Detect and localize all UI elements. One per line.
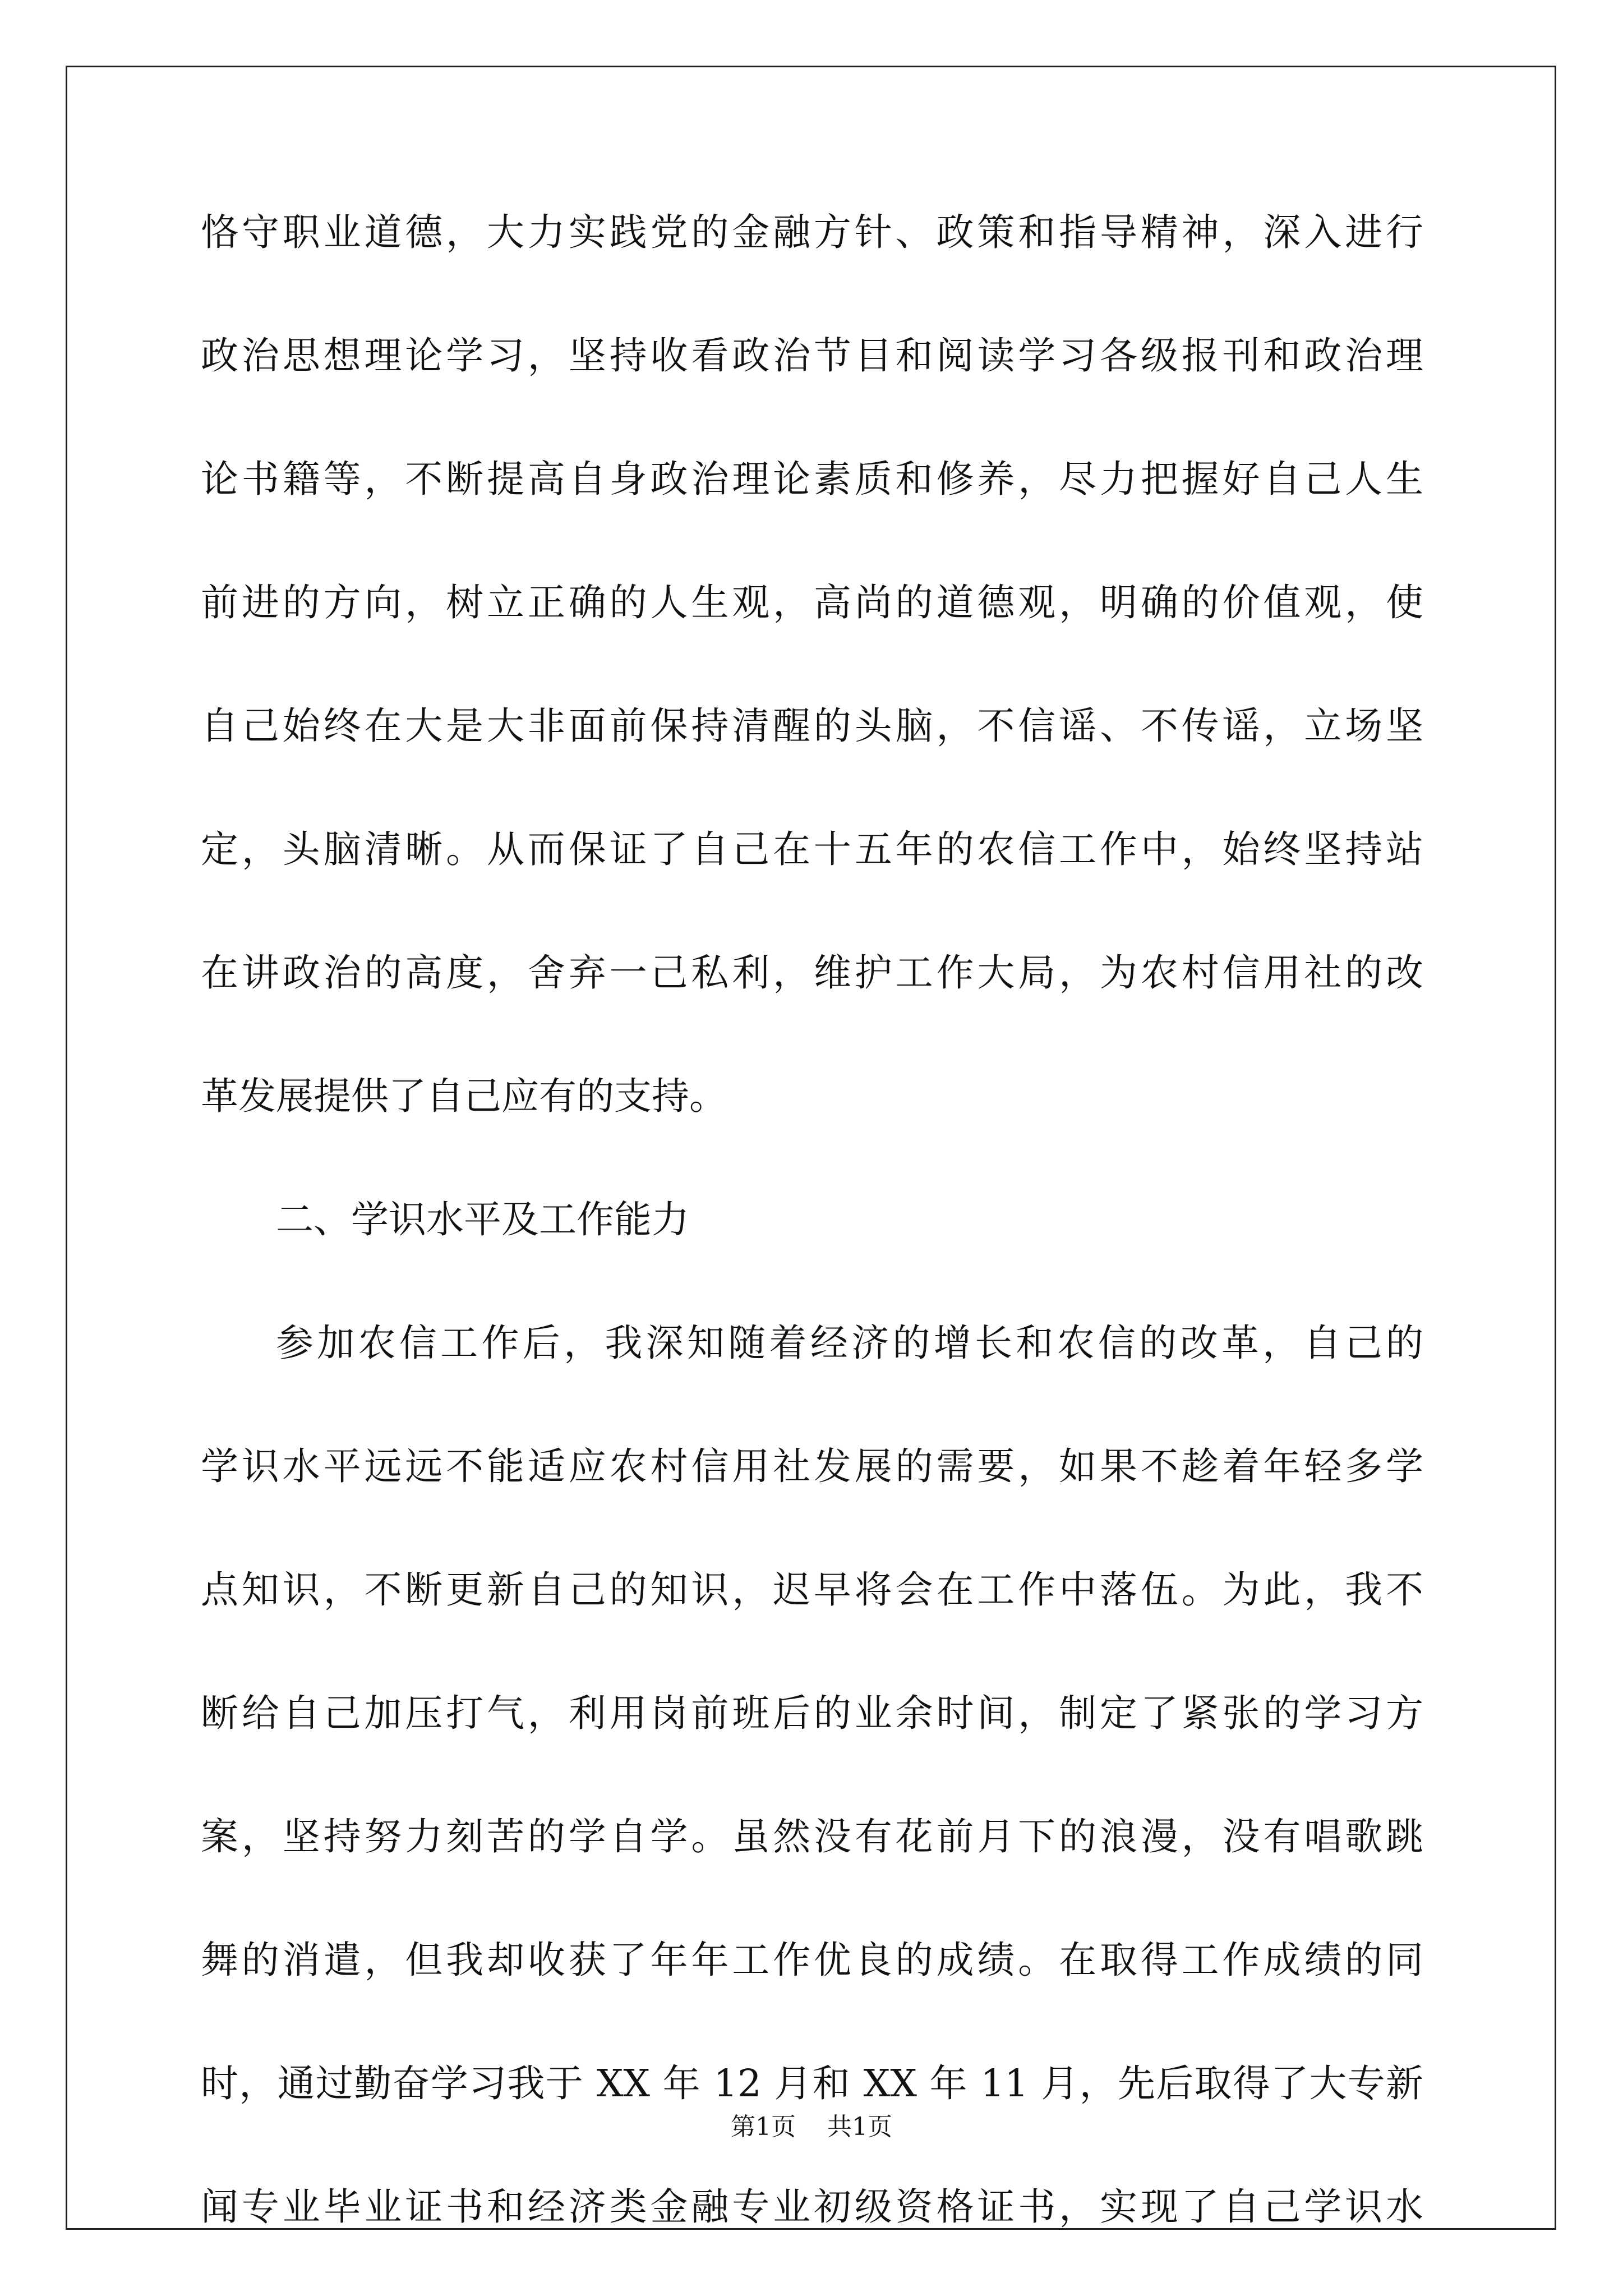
text-line: 参加农信工作后，我深知随着经济的增长和农信的改革，自己的 bbox=[276, 1321, 1423, 1365]
text-line: 在讲政治的高度，舍弃一己私利，维护工作大局，为农村信用社的改 bbox=[201, 951, 1423, 995]
text-line: 定，头脑清晰。从而保证了自己在十五年的农信工作中，始终坚持站 bbox=[201, 827, 1423, 871]
text-line: 时，通过勤奋学习我于 XX 年 12 月和 XX 年 11 月，先后取得了大专新 bbox=[201, 2062, 1423, 2105]
text-line: 舞的消遣，但我却收获了年年工作优良的成绩。在取得工作成绩的同 bbox=[201, 1938, 1423, 1982]
text-line: 前进的方向，树立正确的人生观，高尚的道德观，明确的价值观，使 bbox=[201, 581, 1423, 624]
section-heading: 二、学识水平及工作能力 bbox=[276, 1198, 689, 1241]
page-footer bbox=[0, 2110, 1623, 2144]
page-border bbox=[66, 66, 1556, 2230]
text-line: 恪守职业道德，大力实践党的金融方针、政策和指导精神，深入进行 bbox=[201, 210, 1423, 254]
text-line: 学识水平远远不能适应农村信用社发展的需要，如果不趁着年轻多学 bbox=[201, 1444, 1423, 1488]
text-line: 断给自己加压打气，利用岗前班后的业余时间，制定了紧张的学习方 bbox=[201, 1691, 1423, 1735]
text-line: 政治思想理论学习，坚持收看政治节目和阅读学习各级报刊和政治理 bbox=[201, 334, 1423, 378]
text-line: 闻专业毕业证书和经济类金融专业初级资格证书，实现了自己学识水 bbox=[201, 2185, 1423, 2229]
page-total: 共1页 bbox=[827, 2113, 892, 2141]
text-line: 点知识，不断更新自己的知识，迟早将会在工作中落伍。为此，我不 bbox=[201, 1568, 1423, 1612]
text-line: 案，坚持努力刻苦的学自学。虽然没有花前月下的浪漫，没有唱歌跳 bbox=[201, 1815, 1423, 1858]
text-line: 自己始终在大是大非面前保持清醒的头脑，不信谣、不传谣，立场坚 bbox=[201, 704, 1423, 748]
page-number: 第1页 bbox=[731, 2113, 796, 2141]
text-line: 革发展提供了自己应有的支持。 bbox=[201, 1074, 727, 1118]
text-line: 论书籍等，不断提高自身政治理论素质和修养，尽力把握好自己人生 bbox=[201, 457, 1423, 501]
